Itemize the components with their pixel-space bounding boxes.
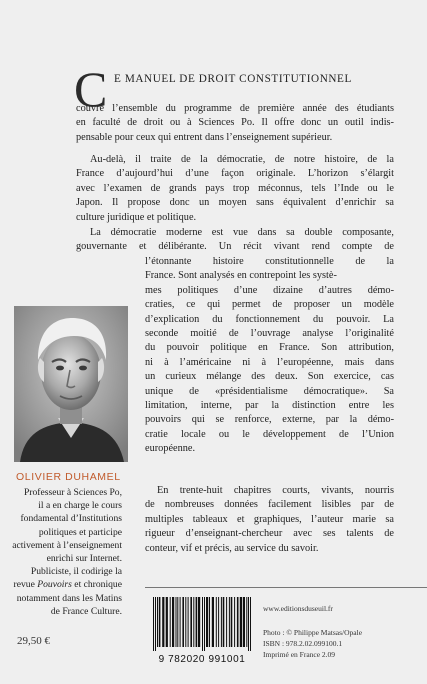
text-line: unique de «présidentialisme démocratique». Sa <box>145 385 394 397</box>
author-bio <box>12 486 122 618</box>
barcode-guard-bar <box>202 597 203 651</box>
barcode-bar <box>223 597 225 647</box>
bio-line-revue <box>12 578 122 591</box>
text-line: l’étonnante histoire constitutionnelle de la <box>145 256 394 267</box>
text-line: craties, ce qui permet de proposer un modèle <box>145 299 394 311</box>
intro-title-smallcaps: E MANUEL DE DROIT CONSTITUTIONNEL <box>114 73 352 85</box>
barcode-guard-bar <box>250 597 251 651</box>
bio-line: notamment dans les Matins <box>16 592 122 604</box>
text-line: avec l’examen de grands pays trop méconnus, tels l’Inde ou le <box>76 182 394 194</box>
bio-line: il a en charge le cours <box>38 500 122 512</box>
barcode-bar <box>212 597 214 647</box>
bio-text: revue <box>13 579 38 591</box>
barcode-bar <box>159 597 161 647</box>
barcode-bar <box>172 597 174 647</box>
intro-paragraph <box>76 102 394 145</box>
price: 29,50 € <box>17 635 50 647</box>
barcode-guard-bar <box>155 597 156 651</box>
bio-text: et chronique <box>71 579 122 591</box>
barcode-bar <box>198 597 200 647</box>
barcode-bar <box>221 597 222 647</box>
barcode-bar <box>162 597 164 647</box>
text-line: France d’aujourd’hui d’une façon originale. L’horizon s’élargit <box>76 168 394 180</box>
bio-line: Professeur à Sciences Po, <box>23 487 122 498</box>
barcode-bar <box>216 597 217 647</box>
photo-credit: Photo : © Philippe Matsas/Opale <box>263 628 363 637</box>
barcode-bar <box>229 597 230 647</box>
barcode-bar <box>196 597 198 647</box>
text-line: culture juridique et politique. <box>76 211 197 223</box>
barcode-bar <box>180 597 181 647</box>
barcode-bar <box>246 597 247 647</box>
isbn: ISBN : 978.2.02.099100.1 <box>263 639 343 648</box>
journal-title: Pouvoirs <box>37 579 72 591</box>
text-line: d’explication du fonctionnement du pouvoir. La <box>145 313 394 325</box>
barcode-bar <box>190 597 192 647</box>
bio-line: activement à l’enseignement <box>12 539 122 551</box>
barcode-bar <box>206 597 208 647</box>
barcode-bar <box>193 597 194 647</box>
bio-line: fondamental d’Institutions <box>20 513 122 525</box>
bio-line: de France Culture. <box>50 605 122 617</box>
text-line: couvre l’ensemble du programme de première année des étudiants <box>76 103 394 114</box>
bio-line: politiques et participe <box>38 526 122 538</box>
barcode-bar <box>170 597 171 647</box>
text-line: cratie locale ou le développement de l’Union <box>145 428 394 440</box>
barcode-digits: 9 782020 991001 <box>158 654 246 665</box>
drop-cap-letter: C <box>74 61 108 117</box>
barcode-bar <box>157 597 158 647</box>
text-line: pouvoirs qui se renforce, externe, par la démo- <box>145 414 394 426</box>
text-line: conteur, vif et précis, au service du savoir. <box>145 542 319 554</box>
print-info: Imprimé en France 2.09 <box>263 650 336 659</box>
text-line: multiples tableaux et graphiques, l’auteur marie sa <box>145 513 394 525</box>
text-line: Japon. Il propose donc un moyen sans équivalent d’enrichir sa <box>76 197 394 209</box>
barcode-bar <box>182 597 184 647</box>
paragraph-democracy-history <box>76 153 394 225</box>
barcode-guard-bar <box>248 597 249 651</box>
text-line: En trente-huit chapitres courts, vivants, nourris <box>157 485 394 496</box>
paragraph-modern-democracy-top <box>76 226 394 255</box>
barcode-guard-bar <box>153 597 154 651</box>
separator-line <box>145 587 427 588</box>
text-line: Au-delà, il traite de la démocratie, de notre histoire, de la <box>90 154 394 165</box>
text-line: du pouvoir politique en France. Son attribution, <box>145 342 394 354</box>
barcode-bar <box>177 597 178 647</box>
text-line: gouvernante et délibérante. Un récit vivant rend compte de <box>76 241 394 253</box>
barcode-bar <box>237 597 239 647</box>
text-line: La démocratie moderne est vue dans sa double composante, <box>90 227 394 238</box>
paragraph-chapters-summary <box>145 484 394 556</box>
barcode-bar <box>226 597 227 647</box>
barcode-bars <box>147 597 257 653</box>
text-line: seconde moitié de l’ouvrage analyse l’originalité <box>145 327 394 339</box>
text-line: limitation, interne, par la distinction entre les <box>145 399 394 411</box>
author-name: OLIVIER DUHAMEL <box>16 471 121 483</box>
barcode-bar <box>185 597 186 647</box>
bio-line: Publiciste, il codirige la <box>30 566 122 578</box>
barcode-bar <box>188 597 189 647</box>
text-line: un curieux mélange des deux. Son exercice, cas <box>145 371 394 383</box>
barcode-bar <box>218 597 219 647</box>
text-line: France. Sont analysés en contrepoint les systè- <box>145 270 337 282</box>
barcode-bar <box>231 597 233 647</box>
paragraph-modern-democracy-column <box>145 255 394 456</box>
barcode-bar <box>234 597 235 647</box>
text-line: ni à l’américaine ni à l’européenne, mais dans <box>145 356 394 368</box>
barcode-bar <box>240 597 242 647</box>
text-line: mes politiques d’une dizaine d’autres démo- <box>145 284 394 296</box>
text-line: pensable pour ceux qui entrent dans l’enseignement supérieur. <box>76 131 333 143</box>
bio-line: enrichi sur Internet. <box>46 552 122 564</box>
author-photo <box>14 306 128 462</box>
text-line: européenne. <box>145 443 196 455</box>
website: www.editionsduseuil.fr <box>263 604 333 613</box>
barcode-bar <box>176 597 177 647</box>
portrait-illustration <box>14 306 128 462</box>
barcode-bar <box>166 597 168 647</box>
barcode-bar <box>209 597 210 647</box>
text-line: rigueur d’enseignant-chercheur avec ses talents de <box>145 528 394 540</box>
text-line: de nombreuses données facilement lisibles par de <box>145 499 394 511</box>
barcode-guard-bar <box>204 597 205 651</box>
text-line: en faculté de droit ou à Sciences Po. Il offre donc un outil indis- <box>76 117 394 129</box>
barcode-bar <box>243 597 245 647</box>
